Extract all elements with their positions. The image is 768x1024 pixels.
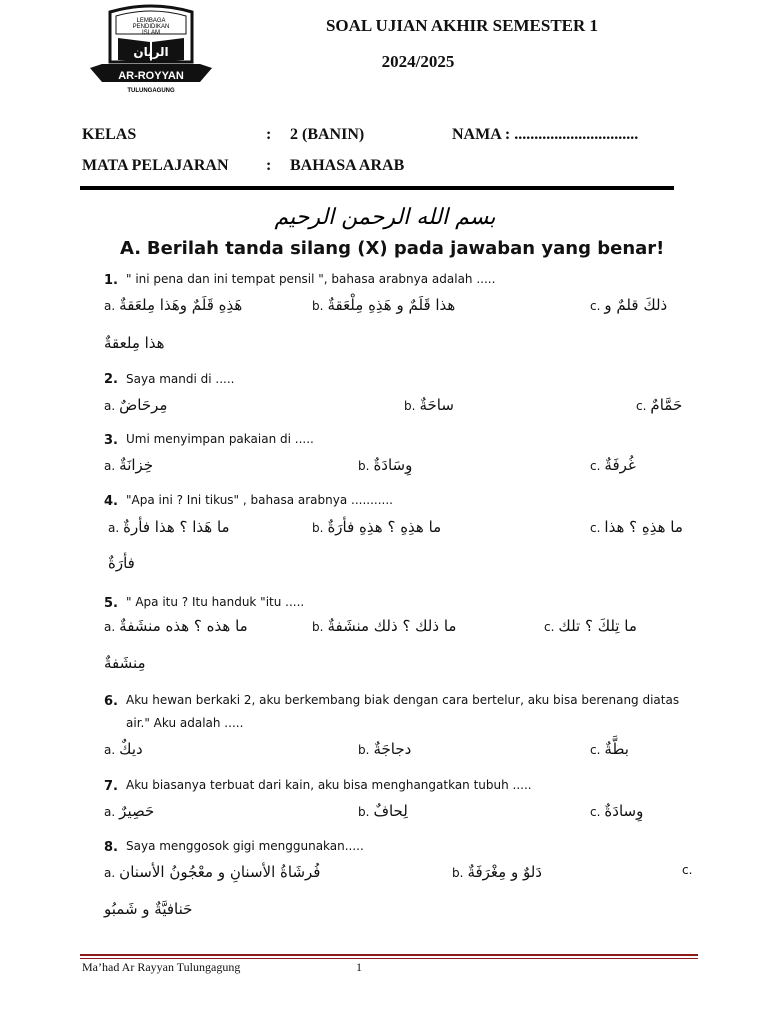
question-7-option-c[interactable]: c. وِسادَةٌ (590, 802, 644, 820)
section-instruction: Berilah tanda silang (X) pada jawaban yang benar! (146, 238, 665, 259)
question-3-option-c[interactable]: c. غُرفَةٌ (590, 456, 636, 474)
question-3-option-b[interactable]: b. وِسَادَةٌ (358, 456, 413, 474)
question-8-text: Saya menggosok gigi menggunakan..... (126, 839, 364, 853)
question-8-option-c-continued: حَنافيَّةٌ و شَمبُو (104, 900, 193, 918)
logo-name: AR-ROYYAN (118, 70, 184, 82)
question-3-number: 3. (104, 433, 118, 448)
logo-text-3: ISLAM (141, 30, 161, 36)
question-4-option-a[interactable]: a. ما هَذا ؟ هذا فأرةٌ (108, 518, 230, 536)
kelas-value: 2 (BANIN) (290, 126, 365, 143)
question-3-option-a[interactable]: a. خِزانَةٌ (104, 456, 154, 474)
mapel-value: BAHASA ARAB (290, 157, 405, 174)
kelas-label: KELAS (82, 126, 137, 143)
mapel-label: MATA PELAJARAN (82, 157, 229, 174)
question-5-option-a[interactable]: a. ما هذه ؟ هذه منشَفةٌ (104, 617, 248, 635)
question-2-option-c[interactable]: c. حَمَّامٌ (636, 396, 683, 414)
question-1-option-b[interactable]: b. هذا قَلَمٌ و هَذِهِ مِلْعَقةٌ (312, 296, 456, 314)
question-2-number: 2. (104, 372, 118, 387)
nama-field: NAMA : ............................... (452, 126, 639, 143)
question-7-option-a[interactable]: a. حَصِيرٌ (104, 802, 155, 820)
question-5-option-c[interactable]: c. ما تِلكَ ؟ تلك (544, 617, 637, 635)
question-5-number: 5. (104, 596, 118, 611)
question-6-text: Aku hewan berkaki 2, aku berkembang biak dengan cara bertelur, aku bisa berenang diatas (126, 693, 680, 707)
question-8-option-b[interactable]: b. دَلوٌ و مِغْرَفَةٌ (452, 863, 542, 881)
mapel-colon: : (266, 157, 272, 174)
question-6-option-c[interactable]: c. بطَّةٌ (590, 740, 629, 758)
section-title (120, 238, 664, 259)
footer-divider-thin (80, 958, 698, 959)
question-1-option-c[interactable]: c. ذلكَ قلمٌ و (590, 296, 668, 314)
question-1-text: " ini pena dan ini tempat pensil ", bahasa arabnya adalah ..... (126, 272, 496, 286)
question-7-option-b[interactable]: b. لِحافٌ (358, 802, 408, 820)
question-1-number: 1. (104, 273, 118, 288)
question-1-option-c-continued: هذا مِلعقةٌ (104, 334, 165, 352)
question-4-option-b[interactable]: b. ما هذِهِ ؟ هذِهِ فأرَةٌ (312, 518, 442, 536)
question-2-option-b[interactable]: b. ساحَةٌ (404, 396, 454, 414)
question-5-option-c-continued: مِنشَفةٌ (104, 654, 146, 672)
question-6-option-b[interactable]: b. دجاجَةٌ (358, 740, 412, 758)
question-1-option-a[interactable]: a. هَذِهِ قَلَمٌ وهَذا مِلعَقةٌ (104, 296, 243, 314)
question-6-option-a[interactable]: a. ديكٌ (104, 740, 143, 758)
section-letter: A. (120, 238, 142, 259)
question-6-number: 6. (104, 694, 118, 709)
question-4-option-c[interactable]: c. ما هذِهِ ؟ هذا (590, 518, 683, 536)
logo-text-2: PENDIDIKAN (132, 24, 170, 30)
exam-year: 2024/2025 (381, 52, 455, 71)
question-2-text: Saya mandi di ..... (126, 372, 235, 386)
footer-page-number: 1 (356, 960, 362, 974)
question-5-text: " Apa itu ? Itu handuk "itu ..... (126, 595, 305, 609)
school-logo (88, 4, 214, 94)
question-2-option-a[interactable]: a. مِرحَاضٌ (104, 396, 168, 414)
question-4-text: "Apa ini ? Ini tikus" , bahasa arabnya ........... (126, 493, 393, 507)
footer-divider (80, 954, 698, 956)
basmala-calligraphy (274, 198, 496, 234)
footer-school-name: Ma’had Ar Rayyan Tulungagung (82, 960, 241, 974)
question-8-option-a[interactable]: a. فُرشَاةُ الأسنانِ و معْجُونُ الأسنان (104, 863, 321, 881)
question-8-option-c[interactable]: c. (682, 863, 693, 877)
kelas-colon: : (266, 126, 272, 143)
header-divider (80, 186, 674, 190)
logo-city: TULUNGAGUNG (127, 88, 175, 94)
question-7-number: 7. (104, 779, 118, 794)
logo-arabic: الريان (133, 45, 169, 59)
question-8-number: 8. (104, 840, 118, 855)
question-7-text: Aku biasanya terbuat dari kain, aku bisa menghangatkan tubuh ..... (126, 778, 532, 792)
question-4-option-c-continued: فأرَةٌ (108, 554, 135, 572)
question-4-number: 4. (104, 494, 118, 509)
question-6-text-continued: air." Aku adalah ..... (126, 716, 244, 730)
exam-title: SOAL UJIAN AKHIR SEMESTER 1 (325, 16, 599, 35)
logo-text-1: LEMBAGA (136, 18, 166, 24)
svg-text:بسم الله الرحمن الرحيم: بسم الله الرحمن الرحيم (274, 205, 496, 230)
question-3-text: Umi menyimpan pakaian di ..... (126, 432, 314, 446)
question-5-option-b[interactable]: b. ما ذلك ؟ ذلك منشَفةٌ (312, 617, 457, 635)
